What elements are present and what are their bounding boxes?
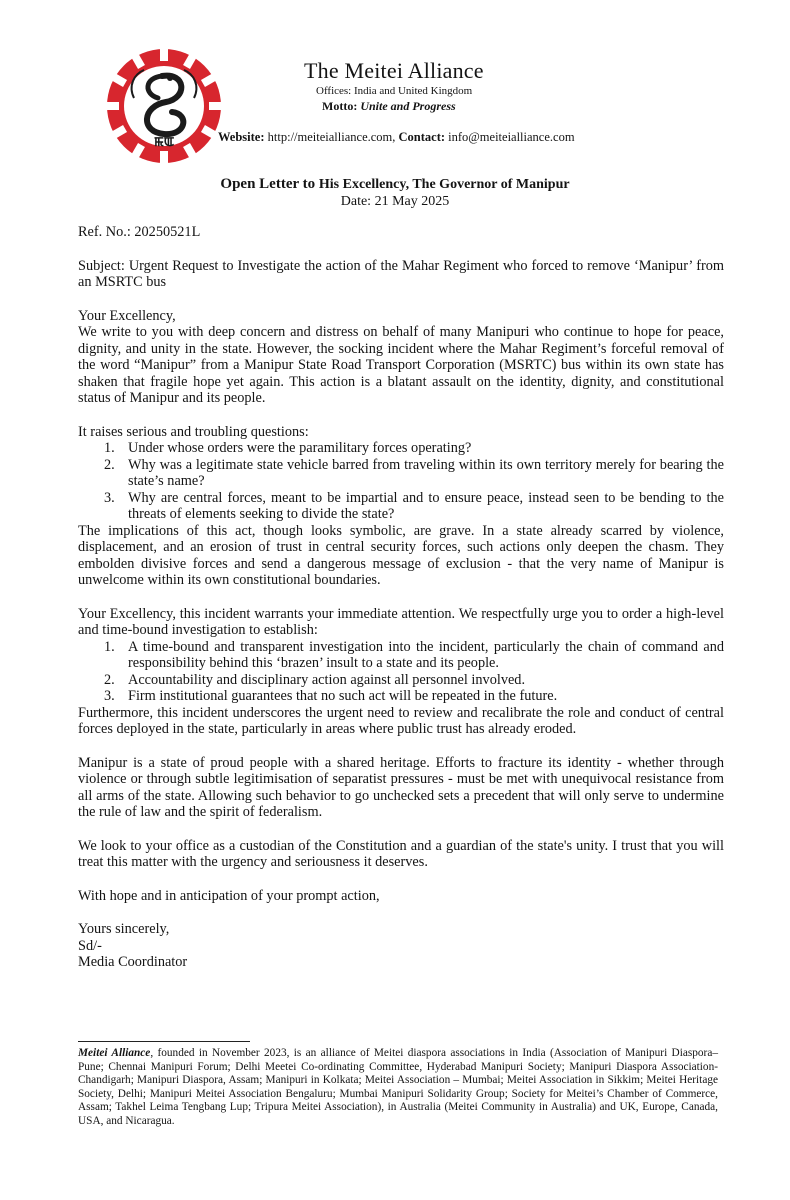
meitei-alliance-logo-icon bbox=[103, 47, 225, 165]
contact-email-link[interactable]: info@meiteialliance.com bbox=[448, 130, 575, 144]
list-number: 3. bbox=[104, 688, 115, 704]
motto-value: Unite and Progress bbox=[360, 99, 456, 113]
letter-subject: Subject: Urgent Request to Investigate the action of the Mahar Regiment who forced to remove ‘Manipur’ from an MSRTC bus bbox=[78, 257, 724, 290]
questions-list bbox=[78, 440, 724, 523]
footer-text: , founded in November 2023, is an alliance of Meitei diaspora associations in India (Association of Manipuri Diaspora– Pune; Chennai Manipuri Forum; Delhi Meetei Co-ordinating Committee, Hyderabad Manipuri Society; Manipuri Diaspora Association- Chandigarh; Manipuri Diaspora, Assam; Manipuri in Kolkata; Meitei Association – Mumbai; Meitei Association in Sikkim; Meitei Heritage Society, Delhi; Manipuri Meitei Association Bengaluru; Mumbai Manipuri Solidarity Group; Society for Meitei’s Chamber of Commerce, Assam; Takhel Leima Tengbang Lup; Tripura Meitei Association), in Australia (Meitei Community in Australia) and UK, Europe, Canada, USA, and Nicaragua. bbox=[78, 1047, 718, 1127]
letter-title bbox=[0, 176, 790, 193]
reference-number: Ref. No.: 20250521L bbox=[78, 224, 201, 240]
list-text: Firm institutional guarantees that no such act will be repeated in the future. bbox=[128, 688, 558, 704]
list-item bbox=[78, 490, 724, 523]
list-item bbox=[78, 440, 724, 457]
website-label: Website: bbox=[218, 130, 265, 144]
footer-org-name: Meitei Alliance bbox=[78, 1047, 151, 1059]
letter-title-recipient: His Excellency, The Governor of Manipur bbox=[318, 177, 570, 192]
signature-sd: Sd/- bbox=[78, 937, 102, 954]
list-text: Under whose orders were the paramilitary forces operating? bbox=[128, 440, 472, 456]
signatory: Media Coordinator bbox=[78, 954, 188, 970]
list-item bbox=[78, 639, 724, 672]
org-contact-line bbox=[218, 130, 575, 145]
closing-line: With hope and in anticipation of your prompt action, bbox=[78, 887, 380, 904]
list-number: 2. bbox=[104, 456, 115, 473]
actions-list bbox=[78, 639, 724, 705]
org-motto bbox=[322, 99, 456, 114]
list-text: Why are central forces, meant to be impartial and to ensure peace, instead seen to be bending to the threats of elements seeking to divide the state? bbox=[128, 489, 724, 522]
list-item bbox=[78, 688, 724, 705]
website-link[interactable]: http://meiteialliance.com, bbox=[267, 130, 396, 144]
questions-intro: It raises serious and troubling questions: bbox=[78, 423, 309, 440]
org-title: The Meitei Alliance bbox=[304, 58, 484, 83]
letter-title-prefix: Open Letter to bbox=[220, 176, 316, 192]
list-item bbox=[78, 457, 724, 490]
paragraph-6: We look to your office as a custodian of the Constitution and a guardian of the state's unity. I trust that you will treat this matter with the urgency and seriousness it deserves. bbox=[78, 837, 724, 870]
letter-body bbox=[78, 224, 724, 971]
list-number: 1. bbox=[104, 440, 115, 456]
paragraph-4: Furthermore, this incident underscores the urgent need to review and recalibrate the role and conduct of central forces deployed in the state, particularly in areas where public trust has already eroded. bbox=[78, 704, 724, 737]
paragraph-3: Your Excellency, this incident warrants your immediate attention. We respectfully urge you to order a high-level and time-bound investigation to establish: bbox=[78, 605, 724, 638]
footer-note bbox=[78, 1047, 718, 1129]
letter-date: Date: 21 May 2025 bbox=[340, 194, 450, 209]
signoff: Yours sincerely, bbox=[78, 921, 170, 937]
footer-divider bbox=[78, 1041, 250, 1042]
signature-block bbox=[78, 921, 724, 971]
list-text: A time-bound and transparent investigation into the incident, particularly the chain of command and responsibility behind this ‘brazen’ insult to a state and its people. bbox=[128, 638, 724, 671]
list-number: 3. bbox=[104, 489, 115, 506]
paragraph-1: We write to you with deep concern and distress on behalf of many Manipuri who continue to hope for peace, dignity, and unity in the state. However, the socking incident where the Mahar Regiment’s forceful removal of the word “Manipur” from a Manipur State Road Transport Corporation (MSRTC) bus within its own state has shaken that fragile hope yet again. This action is a blatant assault on the identity, dignity, and constitutional status of Manipur and its people. bbox=[78, 324, 724, 406]
list-number: 2. bbox=[104, 671, 115, 688]
motto-label: Motto: bbox=[322, 99, 358, 113]
contact-label: Contact: bbox=[398, 130, 446, 144]
list-text: Why was a legitimate state vehicle barred from traveling within its own territory merely for bearing the state’s name? bbox=[128, 456, 724, 489]
list-number: 1. bbox=[104, 638, 115, 655]
salutation: Your Excellency, bbox=[78, 307, 176, 324]
list-text: Accountability and disciplinary action against all personnel involved. bbox=[128, 671, 526, 688]
org-offices: Offices: India and United Kingdom bbox=[316, 85, 473, 97]
paragraph-2: The implications of this act, though looks symbolic, are grave. In a state already scarred by violence, displacement, and an erosion of trust in central security forces, such actions only deepen the chasm. They embolden divisive forces and send a dangerous message of exclusion - that the very name of Manipur is unwelcome within its own constitutional boundaries. bbox=[78, 522, 724, 588]
list-item bbox=[78, 672, 724, 689]
logo-glyphs: ꯃꯑ bbox=[153, 135, 175, 150]
paragraph-5: Manipur is a state of proud people with a shared heritage. Efforts to fracture its identity - whether through violence or through subtle legitimisation of separatist pressures - must be met with unequivocal resistance from all arms of the state. Allowing such behavior to go unchecked sets a precedent that will only serve to undermine the rule of law and the spirit of federalism. bbox=[78, 754, 724, 820]
